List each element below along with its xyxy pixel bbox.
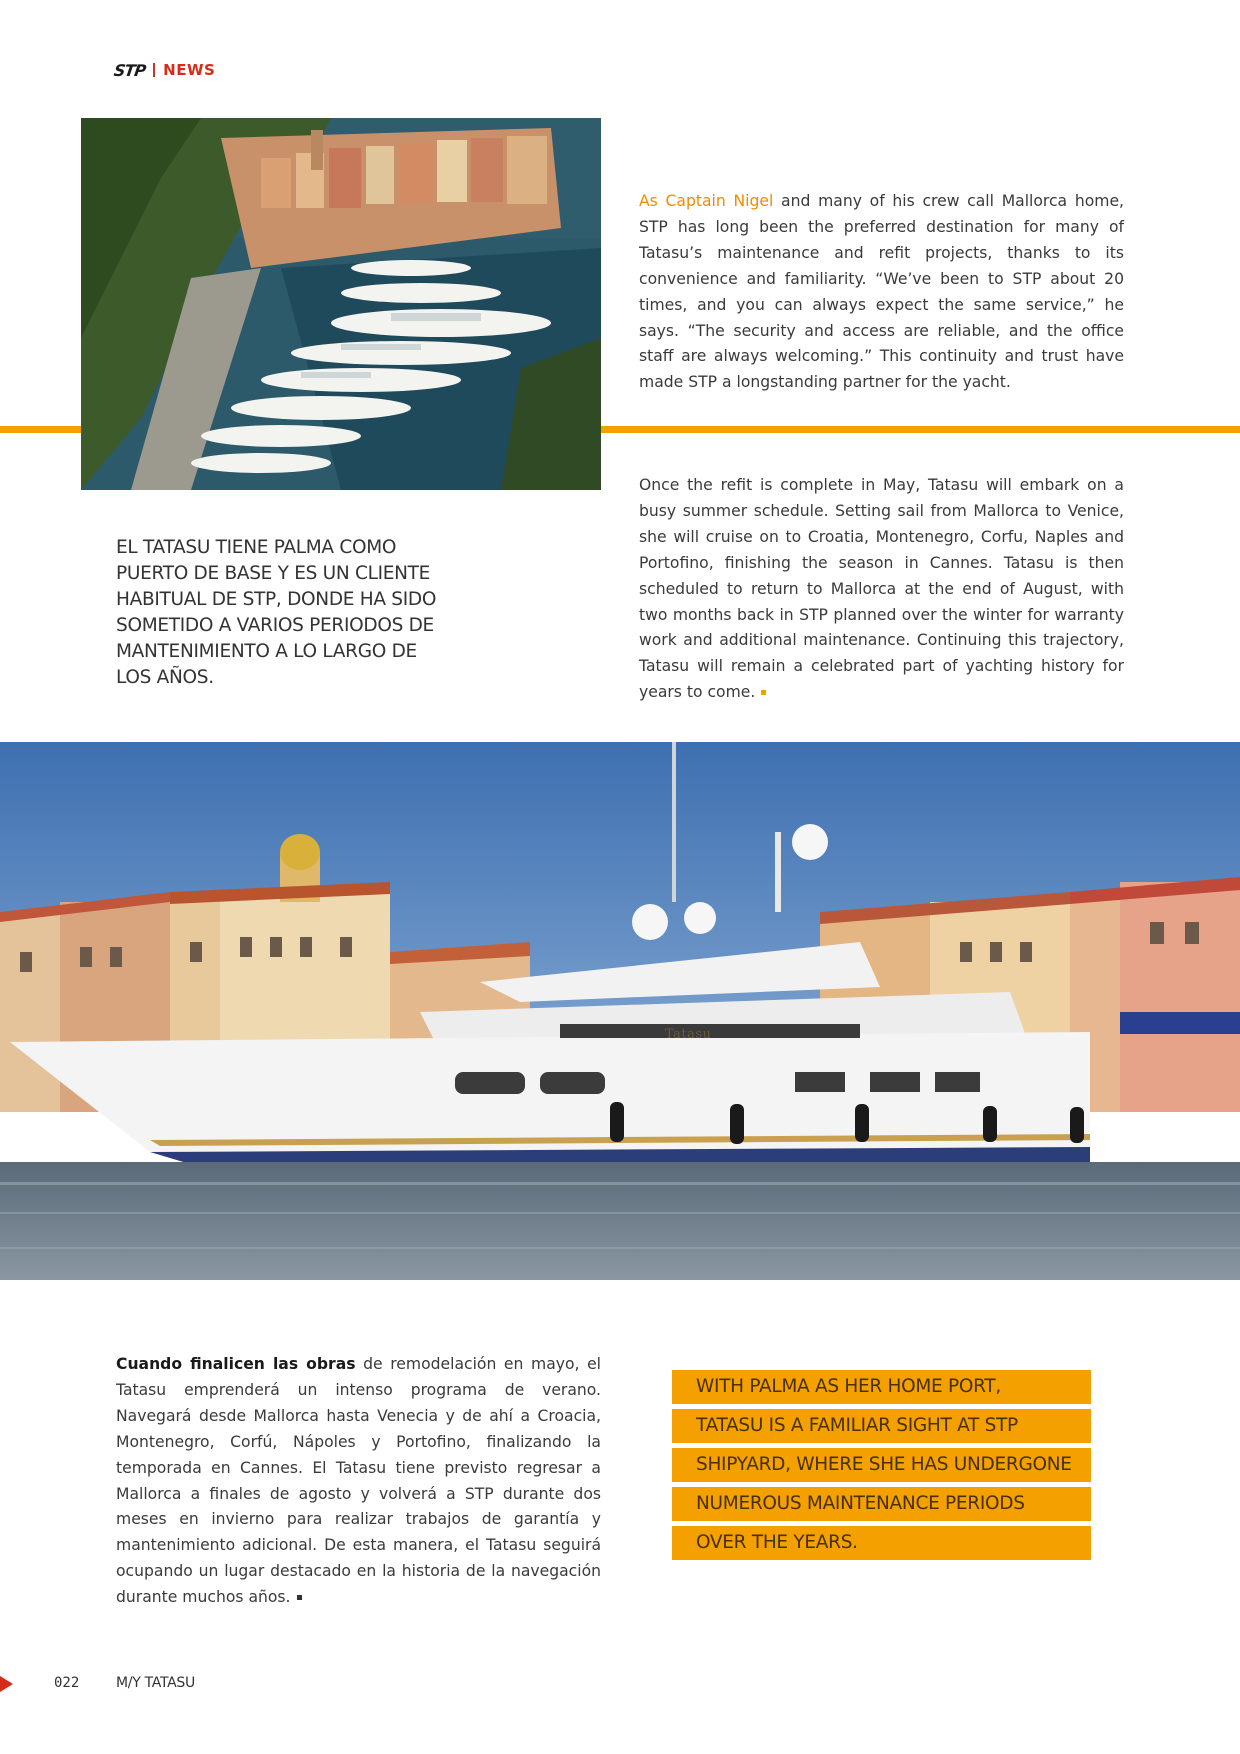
- end-of-article-mark: [761, 690, 766, 695]
- top-paragraph-lead: As Captain Nigel: [639, 192, 774, 210]
- top-paragraph: [639, 189, 1124, 396]
- bottom-paragraph: [116, 1352, 601, 1611]
- stp-logo: STP: [112, 60, 147, 80]
- bottom-paragraph-body: de remodelación en mayo, el Tatasu emprenderá un intenso programa de verano. Navegará desde Mallorca hasta Venecia y de ahí a Croacia, Montenegro, Corfú, Nápoles y Portofino, finalizando la temporada en Cannes. El Tatasu tiene previsto regresar a Mallorca a finales de agosto y volverá a STP durante dos meses en invierno para realizar trabajos de garantía y mantenimiento adicional. De esta manera, el Tatasu seguirá ocupando un lugar destacado en la historia de la navegación durante muchos años.: [116, 1355, 601, 1607]
- portofino-harbour-photo: [81, 118, 601, 490]
- page-number: 022: [54, 1675, 80, 1691]
- header-separator: [153, 63, 155, 77]
- pullquote-line: SHIPYARD, WHERE SHE HAS UNDERGONE: [672, 1448, 1091, 1482]
- bottom-paragraph-lead: Cuando finalicen las obras: [116, 1355, 356, 1373]
- section-label: NEWS: [163, 61, 216, 79]
- pullquote-line: OVER THE YEARS.: [672, 1526, 1091, 1560]
- pullquote-line: NUMEROUS MAINTENANCE PERIODS: [672, 1487, 1091, 1521]
- end-of-article-mark: [297, 1595, 302, 1600]
- yacht-name-lettering: Tatasu: [665, 1027, 712, 1042]
- mid-paragraph: [639, 473, 1124, 706]
- mid-paragraph-body: Once the refit is complete in May, Tatasu will embark on a busy summer schedule. Setting sail from Mallorca to Venice, she will cruise on to Croatia, Montenegro, Corfu, Naples and Portofino, finishing the season in Cannes. Tatasu is then scheduled to return to Mallorca at the end of August, with two months back in STP planned over the winter for warranty work and additional maintenance. Continuing this trajectory, Tatasu will remain a celebrated part of yachting history for years to come.: [639, 476, 1124, 702]
- footer-title: M/Y TATASU: [116, 1675, 195, 1691]
- top-paragraph-body: and many of his crew call Mallorca home, STP has long been the preferred destination for many of Tatasu’s maintenance and refit projects, thanks to its convenience and familiarity. “We’ve been to STP about 20 times, and you can always expect the same service,” he says. “The security and access are reliable, and the office staff are always welcoming.” This continuity and trust have made STP a longstanding partner for the yacht.: [639, 192, 1124, 392]
- pullquote-spanish: EL TATASU TIENE PALMA COMO PUERTO DE BASE Y ES UN CLIENTE HABITUAL DE STP, DONDE HA SIDO SOMETIDO A VARIOS PERIODOS DE MANTENIMIENTO A LO LARGO DE LOS AÑOS.: [116, 537, 437, 688]
- footer-arrow-icon: [0, 1676, 13, 1692]
- pullquote-line: TATASU IS A FAMILIAR SIGHT AT STP: [672, 1409, 1091, 1443]
- pullquote-english: [672, 1370, 1091, 1565]
- pullquote-line: WITH PALMA AS HER HOME PORT,: [672, 1370, 1091, 1404]
- page-header: [114, 60, 215, 80]
- yacht-tatasu-photo: [0, 742, 1240, 1280]
- page-footer: [0, 1672, 600, 1696]
